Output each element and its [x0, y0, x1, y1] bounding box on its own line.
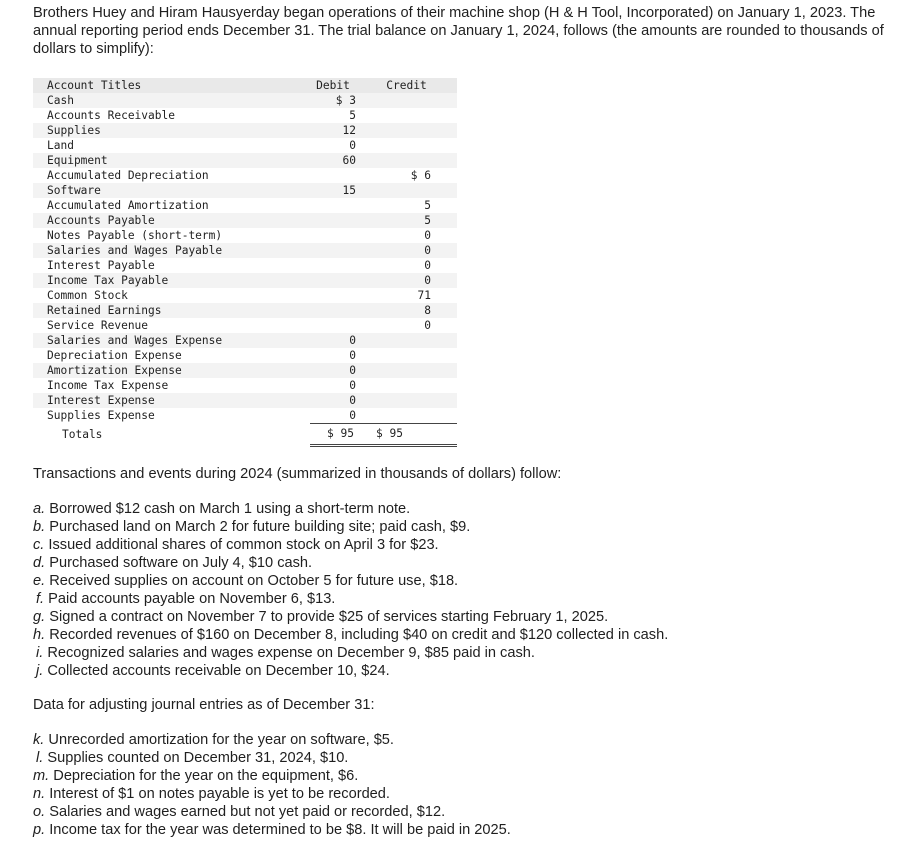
adjustment-item: [33, 803, 511, 821]
item-text: Purchased software on July 4, $10 cash.: [49, 555, 313, 571]
credit-cell: 8: [356, 303, 457, 318]
debit-cell: 0: [310, 408, 356, 424]
account-title-cell: Accumulated Amortization: [33, 198, 298, 213]
transactions-heading: Transactions and events during 2024 (summarized in thousands of dollars) follow:: [33, 466, 562, 482]
item-letter: b.: [33, 519, 46, 535]
item-text: Signed a contract on November 7 to provide $25 of services starting February 1, 2025.: [49, 609, 609, 625]
item-letter: e.: [33, 573, 46, 589]
debit-cell: 0: [310, 333, 356, 348]
account-titles-header: Account Titles: [33, 78, 298, 93]
credit-cell: 0: [356, 228, 457, 243]
item-text: Depreciation for the year on the equipment, $6.: [53, 768, 359, 784]
table-row: [33, 273, 457, 288]
account-title-cell: Accounts Payable: [33, 213, 298, 228]
table-row: [33, 198, 457, 213]
table-header-row: [33, 78, 457, 93]
debit-cell: 5: [310, 108, 356, 123]
table-row: [33, 108, 457, 123]
item-letter: l.: [36, 750, 44, 766]
account-title-cell: Common Stock: [33, 288, 298, 303]
table-row: [33, 123, 457, 138]
item-text: Issued additional shares of common stock on April 3 for $23.: [48, 537, 439, 553]
transaction-item: [33, 536, 668, 554]
adjustment-item: [33, 785, 511, 803]
item-text: Unrecorded amortization for the year on software, $5.: [48, 732, 394, 748]
debit-cell: 0: [310, 378, 356, 393]
account-title-cell: Equipment: [33, 153, 298, 168]
debit-cell: [310, 243, 356, 258]
adjustment-item: [33, 749, 511, 767]
item-text: Recognized salaries and wages expense on December 9, $85 paid in cash.: [47, 645, 535, 661]
transaction-item: [33, 518, 668, 536]
item-text: Paid accounts payable on November 6, $13.: [48, 591, 336, 607]
debit-cell: [310, 228, 356, 243]
item-text: Collected accounts receivable on December 10, $24.: [47, 663, 390, 679]
account-title-cell: Accumulated Depreciation: [33, 168, 298, 183]
problem-intro: Brothers Huey and Hiram Hausyerday began operations of their machine shop (H & H Tool, Incorporated) on January 1, 2023. The annual reporting period ends December 31. The trial balance on January 1, 2024, follows (the amounts are rounded to thousands of dollars to simplify):: [33, 5, 884, 57]
totals-label: Totals: [33, 424, 298, 446]
item-letter: n.: [33, 786, 46, 802]
table-row: [33, 408, 457, 424]
item-letter: f.: [36, 591, 45, 607]
account-title-cell: Notes Payable (short-term): [33, 228, 298, 243]
table-row: [33, 168, 457, 183]
account-title-cell: Software: [33, 183, 298, 198]
debit-cell: [310, 288, 356, 303]
item-letter: o.: [33, 804, 46, 820]
table-row: [33, 303, 457, 318]
debit-cell: 12: [310, 123, 356, 138]
adjustment-item: [33, 731, 511, 749]
account-title-cell: Income Tax Expense: [33, 378, 298, 393]
account-title-cell: Cash: [33, 93, 298, 108]
table-row: [33, 228, 457, 243]
trial-balance-rows: [33, 93, 457, 424]
table-row: [33, 378, 457, 393]
table-row: [33, 333, 457, 348]
credit-cell: [356, 123, 457, 138]
debit-cell: [310, 168, 356, 183]
transaction-item: [33, 644, 668, 662]
debit-cell: [310, 213, 356, 228]
transaction-item: [33, 626, 668, 644]
debit-cell: 15: [310, 183, 356, 198]
account-title-cell: Interest Expense: [33, 393, 298, 408]
table-row: [33, 183, 457, 198]
transaction-item: [33, 662, 668, 680]
credit-cell: 0: [356, 258, 457, 273]
debit-cell: 60: [310, 153, 356, 168]
credit-cell: 71: [356, 288, 457, 303]
item-text: Interest of $1 on notes payable is yet to be recorded.: [49, 786, 390, 802]
transaction-item: [33, 590, 668, 608]
adjustment-item: [33, 821, 511, 839]
debit-header: Debit: [310, 78, 356, 93]
credit-cell: [356, 378, 457, 393]
debit-cell: [310, 258, 356, 273]
debit-cell: 0: [310, 138, 356, 153]
table-row: [33, 288, 457, 303]
credit-cell: [356, 348, 457, 363]
account-title-cell: Retained Earnings: [33, 303, 298, 318]
debit-cell: 0: [310, 363, 356, 378]
adjustments-list: [33, 731, 511, 839]
item-text: Received supplies on account on October 5 for future use, $18.: [49, 573, 459, 589]
total-debit: $ 95: [310, 424, 356, 446]
item-letter: c.: [33, 537, 45, 553]
account-title-cell: Interest Payable: [33, 258, 298, 273]
item-letter: h.: [33, 627, 46, 643]
account-title-cell: Salaries and Wages Expense: [33, 333, 298, 348]
table-row: [33, 318, 457, 333]
item-text: Borrowed $12 cash on March 1 using a short-term note.: [49, 501, 411, 517]
credit-cell: 0: [356, 243, 457, 258]
credit-cell: [356, 138, 457, 153]
credit-header: Credit: [356, 78, 457, 93]
debit-cell: 0: [310, 393, 356, 408]
credit-cell: [356, 93, 457, 108]
debit-cell: [310, 198, 356, 213]
credit-cell: [356, 333, 457, 348]
account-title-cell: Amortization Expense: [33, 363, 298, 378]
item-text: Recorded revenues of $160 on December 8, including $40 on credit and $120 collected in cash.: [49, 627, 669, 643]
account-title-cell: Supplies Expense: [33, 408, 298, 424]
table-row: [33, 243, 457, 258]
account-title-cell: Supplies: [33, 123, 298, 138]
account-title-cell: Salaries and Wages Payable: [33, 243, 298, 258]
account-title-cell: Depreciation Expense: [33, 348, 298, 363]
credit-cell: $ 6: [356, 168, 457, 183]
account-title-cell: Land: [33, 138, 298, 153]
table-row: [33, 393, 457, 408]
debit-cell: [310, 273, 356, 288]
debit-cell: 0: [310, 348, 356, 363]
account-title-cell: Service Revenue: [33, 318, 298, 333]
item-text: Supplies counted on December 31, 2024, $10.: [47, 750, 349, 766]
debit-cell: [310, 318, 356, 333]
credit-cell: 5: [356, 198, 457, 213]
transaction-item: [33, 572, 668, 590]
table-row: [33, 348, 457, 363]
credit-cell: [356, 363, 457, 378]
item-letter: d.: [33, 555, 46, 571]
totals-row: [33, 424, 457, 446]
item-letter: g.: [33, 609, 46, 625]
item-letter: k.: [33, 732, 45, 748]
item-letter: i.: [36, 645, 44, 661]
credit-cell: 0: [356, 273, 457, 288]
credit-cell: 5: [356, 213, 457, 228]
debit-cell: [310, 303, 356, 318]
account-title-cell: Accounts Receivable: [33, 108, 298, 123]
transaction-item: [33, 608, 668, 626]
transaction-item: [33, 500, 668, 518]
credit-cell: [356, 108, 457, 123]
adjusting-heading: Data for adjusting journal entries as of December 31:: [33, 697, 375, 713]
item-letter: j.: [36, 663, 44, 679]
item-text: Salaries and wages earned but not yet paid or recorded, $12.: [49, 804, 446, 820]
transaction-item: [33, 554, 668, 572]
item-text: Purchased land on March 2 for future building site; paid cash, $9.: [49, 519, 471, 535]
credit-cell: 0: [356, 318, 457, 333]
total-credit: $ 95: [356, 424, 457, 446]
item-letter: p.: [33, 822, 46, 838]
table-row: [33, 138, 457, 153]
credit-cell: [356, 153, 457, 168]
credit-cell: [356, 408, 457, 424]
item-letter: a.: [33, 501, 46, 517]
credit-cell: [356, 393, 457, 408]
transactions-list: [33, 500, 668, 680]
item-letter: m.: [33, 768, 50, 784]
table-row: [33, 93, 457, 108]
table-row: [33, 213, 457, 228]
trial-balance-table: [33, 78, 457, 447]
account-title-cell: Income Tax Payable: [33, 273, 298, 288]
table-row: [33, 258, 457, 273]
adjustment-item: [33, 767, 511, 785]
table-row: [33, 363, 457, 378]
item-text: Income tax for the year was determined to be $8. It will be paid in 2025.: [49, 822, 511, 838]
debit-cell: $ 3: [310, 93, 356, 108]
credit-cell: [356, 183, 457, 198]
table-row: [33, 153, 457, 168]
